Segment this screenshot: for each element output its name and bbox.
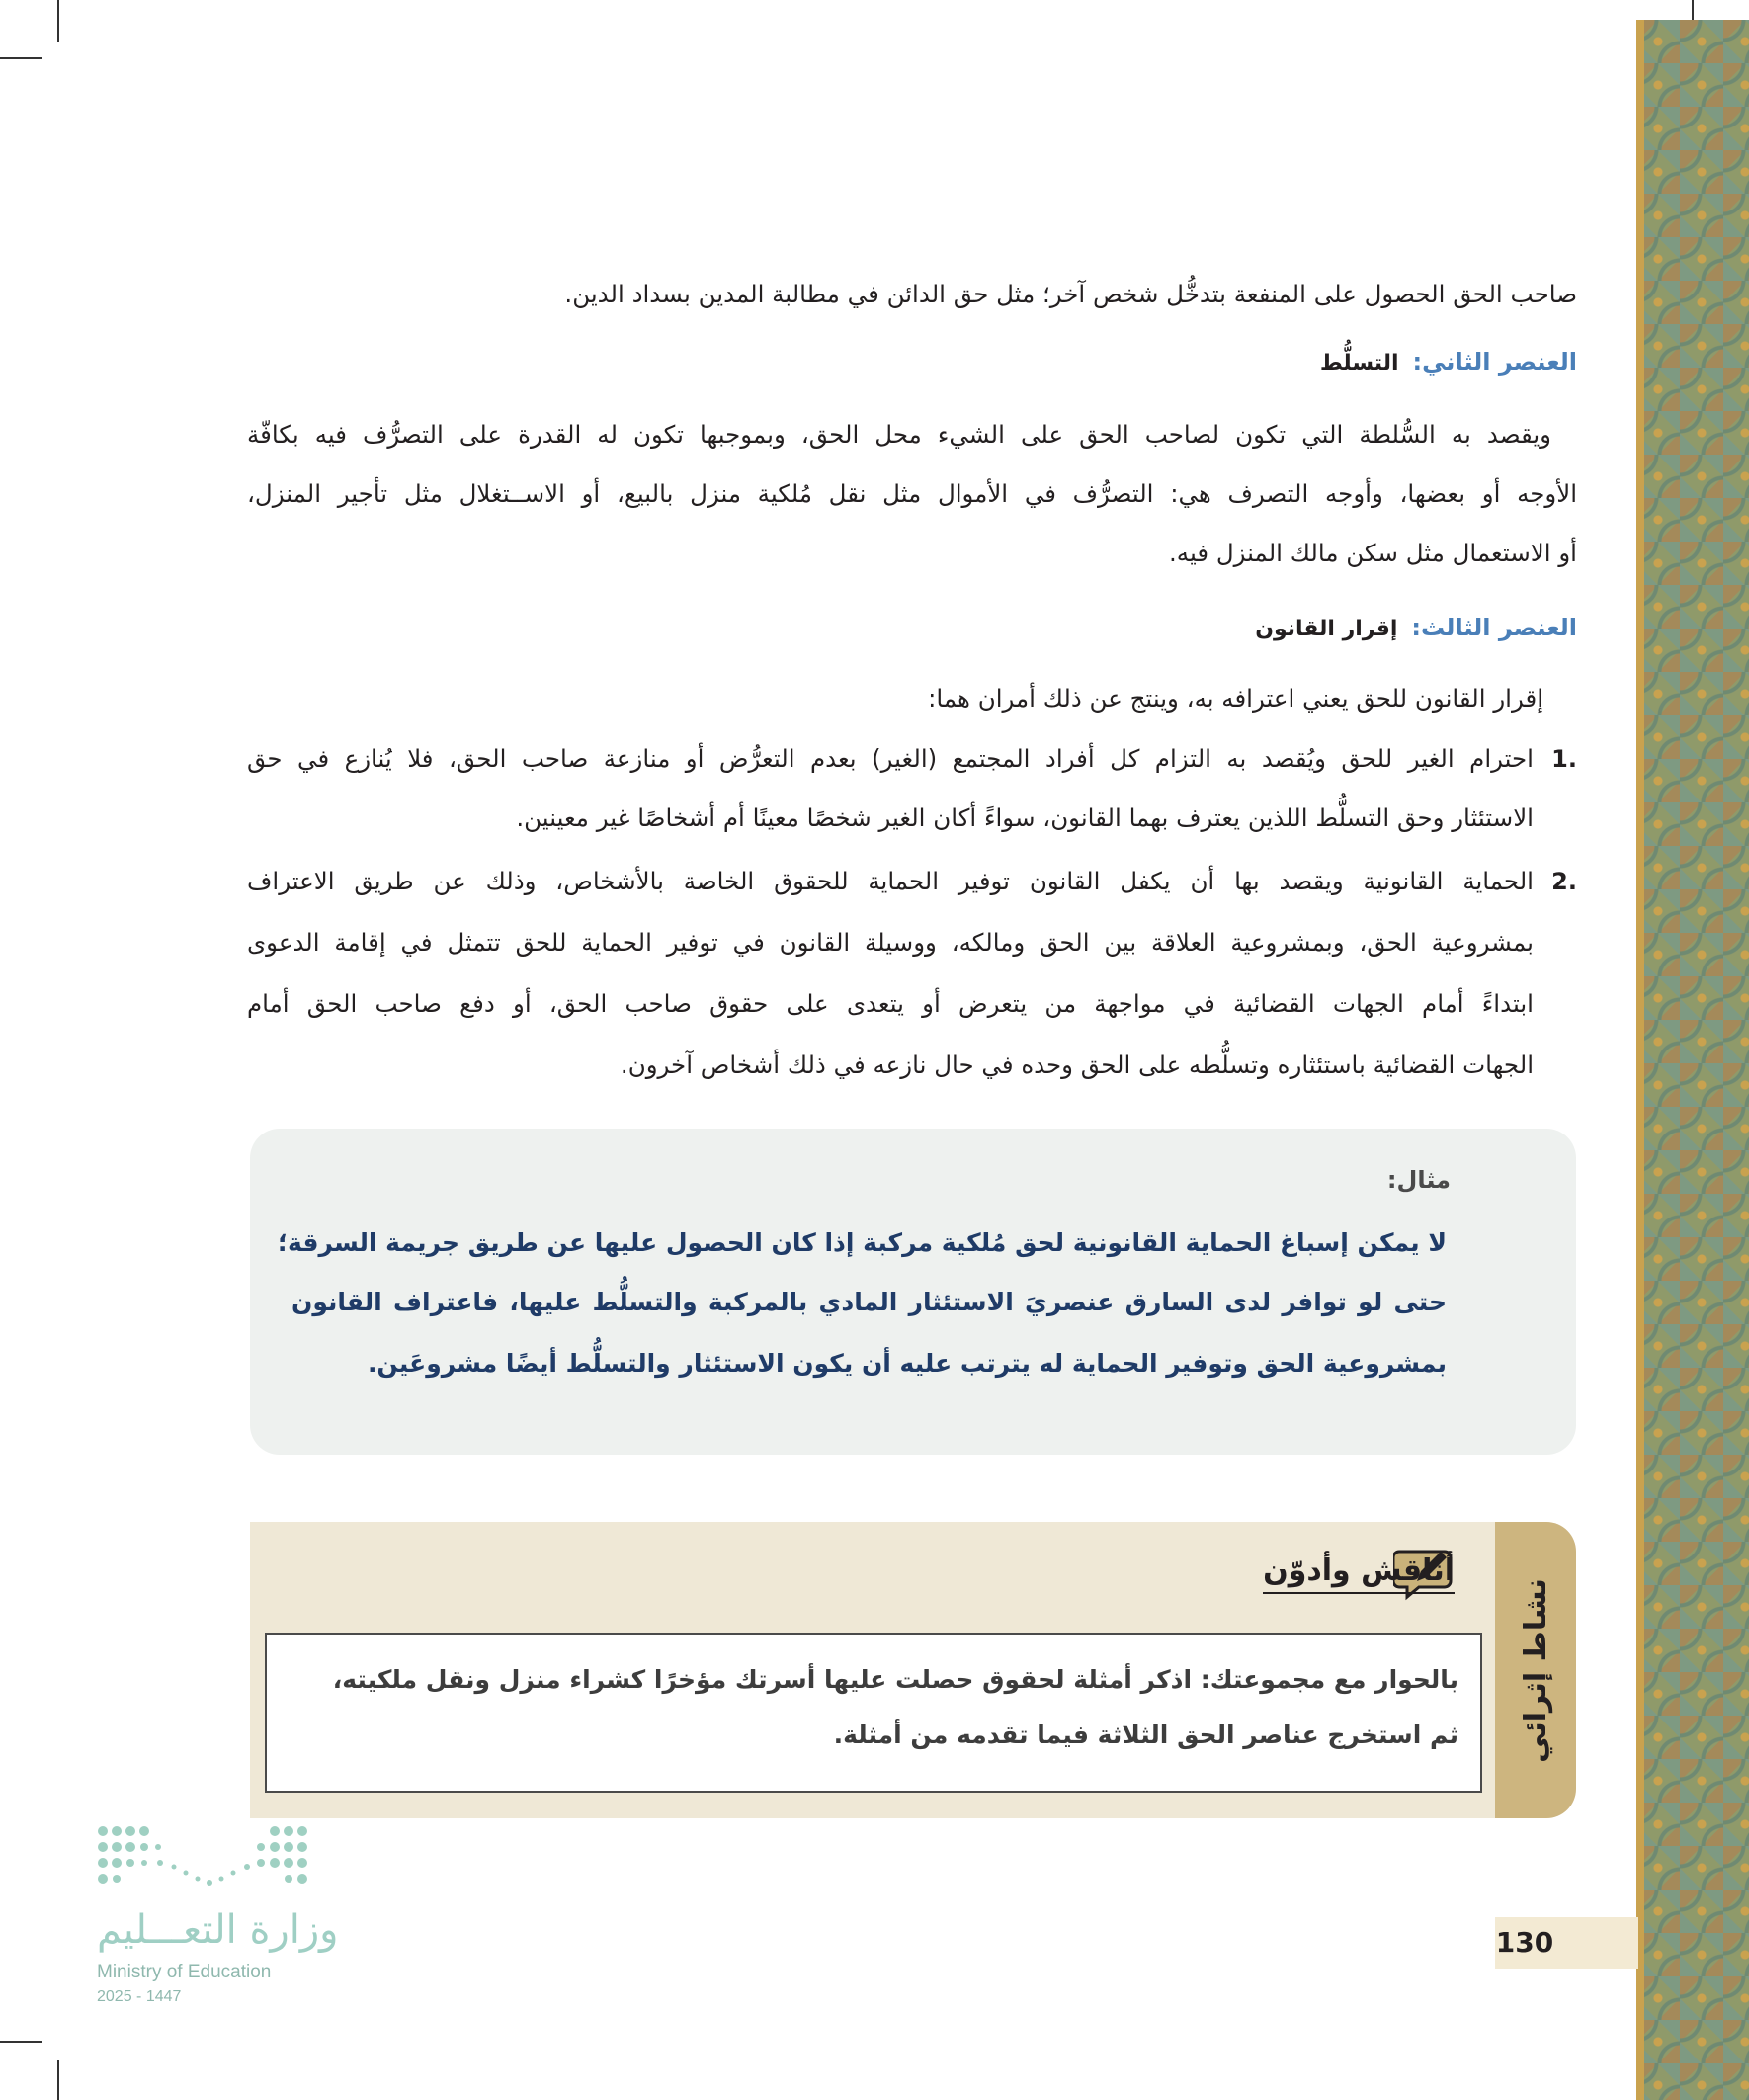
example-line: حتى لو توافر لدى السارق عنصريَ الاستئثار المادي بالمركبة والتسلُّط عليها، فاعتراف القانون xyxy=(292,1288,1447,1316)
list-number: 2. xyxy=(1551,868,1577,895)
paragraph-line: بمشروعية الحق، وبمشروعية العلاقة بين الحق ومالكه، ووسيلة القانون في توفير الحماية للحق تتمثل في إقامة الدعوى xyxy=(247,928,1534,957)
paragraph-line: الحماية القانونية ويقصد بها أن يكفل القانون توفير الحماية للحقوق الخاصة بالأشخاص، وذلك عن طريق الاعتراف xyxy=(247,867,1534,895)
ministry-logo-dots xyxy=(95,1823,312,1897)
list-number: 1. xyxy=(1551,745,1577,773)
border-edge xyxy=(1636,20,1644,2100)
ministry-name-arabic: وزارة التعـــليم xyxy=(97,1907,339,1953)
page-number: 130 xyxy=(1495,1926,1554,1959)
example-line: بمشروعية الحق وتوفير الحماية له يترتب عليه أن يكون الاستئثار والتسلُّط أيضًا مشروعَين. xyxy=(367,1349,1447,1378)
paragraph-line: إقرار القانون للحق يعني اعترافه به، وينتج عن ذلك أمران هما: xyxy=(928,684,1543,713)
section-heading xyxy=(1320,342,1577,383)
activity-tab-label: نشاط إثرائي xyxy=(1518,1577,1553,1763)
paragraph-line: ابتداءً أمام الجهات القضائية في مواجهة من يتعرض أو يتعدى على حقوق صاحب الحق، أو دفع صاحب الحق أمام xyxy=(247,989,1534,1018)
activity-line: بالحوار مع مجموعتك: اذكر أمثلة لحقوق حصلت عليها أسرتك مؤخرًا كشراء منزل ونقل ملكيته، xyxy=(332,1665,1458,1694)
paragraph-line: الأوجه أو بعضها، وأوجه التصرف هي: التصرُّف في الأموال مثل نقل مُلكية منزل بالبيع، أو الاســتغلال مثل تأجير المنزل، xyxy=(247,479,1577,508)
crop-mark xyxy=(0,2041,42,2043)
paragraph-line: صاحب الحق الحصول على المنفعة بتدخُّل شخص آخر؛ مثل حق الدائن في مطالبة المدين بسداد الدين. xyxy=(564,280,1577,308)
heading-label: العنصر الثالث: xyxy=(1411,614,1577,641)
ministry-name-english: Ministry of Education xyxy=(97,1962,272,1982)
crop-mark xyxy=(57,0,59,42)
activity-title: أناقش وأدوّن xyxy=(1263,1554,1455,1594)
heading-value: إقرار القانون xyxy=(1255,617,1398,641)
crop-mark xyxy=(0,57,42,59)
crop-mark xyxy=(57,2060,59,2100)
heading-value: التسلُّط xyxy=(1319,351,1399,376)
decorative-pattern-border xyxy=(1636,20,1749,2100)
example-label: مثال: xyxy=(1386,1166,1451,1194)
paragraph-line: احترام الغير للحق ويُقصد به التزام كل أفراد المجتمع (الغير) بعدم التعرُّض أو منازعة صاحب الحق، فلا يُنازع في حق xyxy=(247,744,1534,773)
activity-line: ثم استخرج عناصر الحق الثلاثة فيما تقدمه من أمثلة. xyxy=(833,1721,1458,1749)
paragraph-line: أو الاستعمال مثل سكن مالك المنزل فيه. xyxy=(1169,539,1577,567)
paragraph-line: ويقصد به السُّلطة التي تكون لصاحب الحق على الشيء محل الحق، وبموجبها تكون له القدرة على التصرُّف فيه بكافّة xyxy=(247,420,1551,449)
example-line: لا يمكن إسباغ الحماية القانونية لحق مُلكية مركبة إذا كان الحصول عليها عن طريق جريمة السرقة؛ xyxy=(278,1228,1447,1257)
section-heading xyxy=(1255,608,1577,649)
paragraph-line: الجهات القضائية باستئثاره وتسلُّطه على الحق وحده في حال نازعه في ذلك أشخاص آخرون. xyxy=(620,1050,1534,1079)
heading-label: العنصر الثاني: xyxy=(1412,348,1577,376)
paragraph-line: الاستئثار وحق التسلُّط اللذين يعترف بهما القانون، سواءً أكان الغير شخصًا معينًا أم أشخاصًا غير معينين. xyxy=(516,803,1534,832)
ministry-year: 2025 - 1447 xyxy=(97,1988,182,2005)
